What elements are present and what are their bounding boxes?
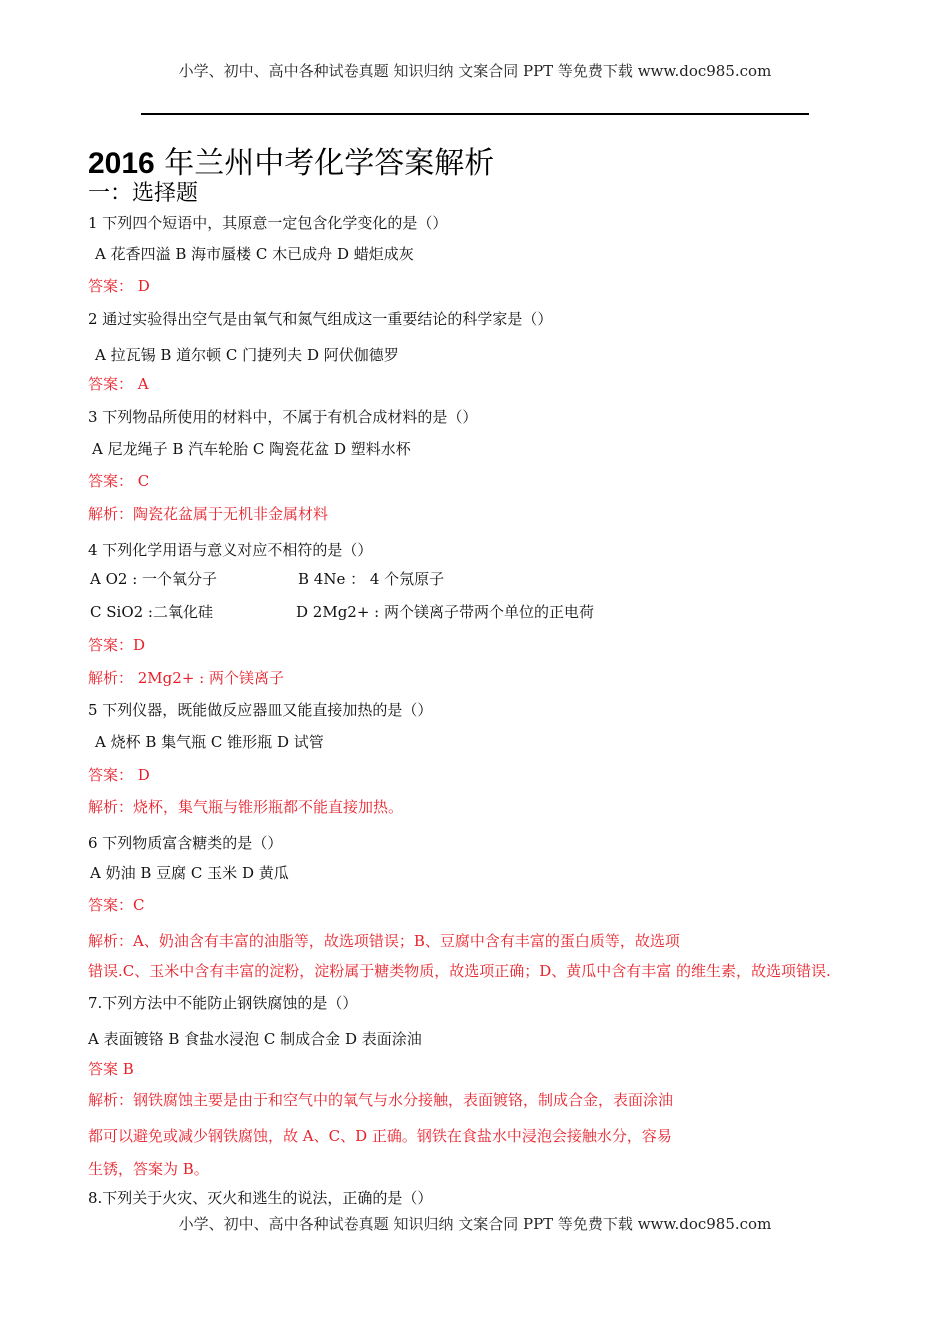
question-4-option-b: B 4Ne ： 4 个氖原子 xyxy=(298,570,445,588)
question-4-option-c: C SiO2 :二氧化硅 xyxy=(90,603,213,621)
question-3-options: A 尼龙绳子 B 汽车轮胎 C 陶瓷花盆 D 塑料水杯 xyxy=(92,440,411,458)
question-5-explanation: 解析：烧杯，集气瓶与锥形瓶都不能直接加热。 xyxy=(88,798,404,816)
question-4-option-d: D 2Mg2+ : 两个镁离子带两个单位的正电荷 xyxy=(296,603,595,621)
question-5-answer: 答案： D xyxy=(88,766,150,784)
question-8-stem: 8.下列关于火灾、灭火和逃生的说法，正确的是（） xyxy=(88,1189,433,1207)
question-7-answer: 答案 B xyxy=(88,1060,134,1078)
question-2-stem: 2 通过实验得出空气是由氧气和氮气组成这一重要结论的科学家是（） xyxy=(88,310,553,328)
question-7-options: A 表面镀铬 B 食盐水浸泡 C 制成合金 D 表面涂油 xyxy=(88,1030,422,1048)
question-4-explanation: 解析： 2Mg2+ : 两个镁离子 xyxy=(88,669,284,687)
section-heading: 一：选择题 xyxy=(88,181,199,206)
question-7-explanation-line-1: 解析：钢铁腐蚀主要是由于和空气中的氧气与水分接触，表面镀铬，制成合金，表面涂油 xyxy=(88,1091,674,1109)
question-1-options: A 花香四溢 B 海市蜃楼 C 木已成舟 D 蜡炬成灰 xyxy=(95,245,414,263)
question-6-options: A 奶油 B 豆腐 C 玉米 D 黄瓜 xyxy=(90,864,289,882)
question-4-stem: 4 下列化学用语与意义对应不相符的是（） xyxy=(88,541,373,559)
title-year: 2016 xyxy=(88,147,155,180)
question-2-answer: 答案： A xyxy=(88,375,149,393)
question-5-stem: 5 下列仪器，既能做反应器皿又能直接加热的是（） xyxy=(88,701,433,719)
page-header: 小学、初中、高中各种试卷真题 知识归纳 文案合同 PPT 等免费下载 www.doc985.com xyxy=(178,62,772,80)
question-7-stem: 7.下列方法中不能防止钢铁腐蚀的是（） xyxy=(88,994,358,1012)
question-1-answer: 答案： D xyxy=(88,277,150,295)
question-4-answer: 答案：D xyxy=(88,636,146,654)
question-6-explanation-line-1: 解析：A、奶油含有丰富的油脂等，故选项错误；B、豆腐中含有丰富的蛋白质等，故选项 xyxy=(88,932,680,950)
question-3-answer: 答案： C xyxy=(88,472,150,490)
question-3-stem: 3 下列物品所使用的材料中，不属于有机合成材料的是（） xyxy=(88,408,478,426)
title-text: 年兰州中考化学答案解析 xyxy=(154,146,495,181)
question-4-option-a: A O2 : 一个氧分子 xyxy=(90,570,218,588)
page-footer: 小学、初中、高中各种试卷真题 知识归纳 文案合同 PPT 等免费下载 www.doc985.com xyxy=(178,1215,772,1233)
question-5-options: A 烧杯 B 集气瓶 C 锥形瓶 D 试管 xyxy=(95,733,324,751)
question-2-options: A 拉瓦锡 B 道尔顿 C 门捷列夫 D 阿伏伽德罗 xyxy=(95,346,399,364)
question-1-stem: 1 下列四个短语中，其原意一定包含化学变化的是（） xyxy=(88,214,448,232)
question-6-answer: 答案：C xyxy=(88,896,145,914)
question-6-stem: 6 下列物质富含糖类的是（） xyxy=(88,834,283,852)
question-3-explanation: 解析：陶瓷花盆属于无机非金属材料 xyxy=(88,505,329,523)
question-6-explanation-line-2: 错误.C、玉米中含有丰富的淀粉，淀粉属于糖类物质，故选项正确；D、黄瓜中含有丰富 的维生素，故选项错误. xyxy=(88,962,831,980)
question-7-explanation-line-3: 生锈，答案为 B。 xyxy=(88,1160,209,1178)
header-divider xyxy=(141,113,809,115)
question-7-explanation-line-2: 都可以避免或减少钢铁腐蚀，故 A、C、D 正确。钢铁在食盐水中浸泡会接触水分，容易 xyxy=(88,1127,672,1145)
